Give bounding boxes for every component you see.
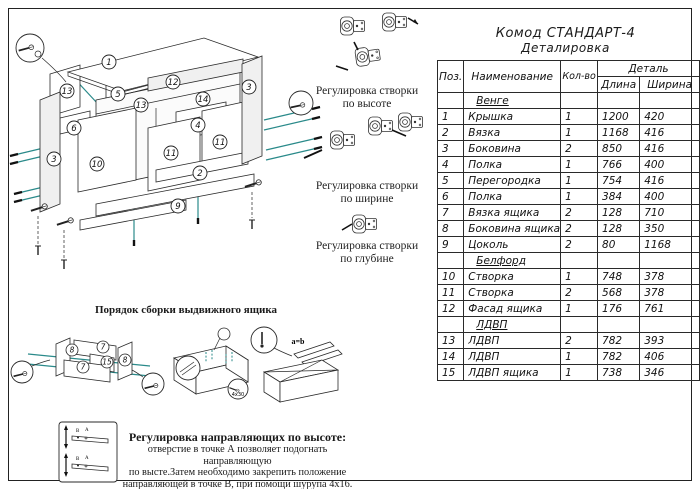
part-callout-number: 1 [106,58,112,68]
pos-cell [438,93,464,109]
header-length: Длина [598,77,640,93]
length-cell: 80 [598,237,640,253]
header-name: Наименование [464,61,561,93]
pos-cell: 10 [438,269,464,285]
name-cell [464,253,561,269]
rail-adjustment-diagram [58,421,120,485]
width-cell: 710 [640,205,700,221]
side-panel-3-left [40,92,60,212]
qty-cell: 2 [561,141,598,157]
section-row [438,317,700,333]
length-cell [598,93,640,109]
qty-cell: 1 [561,173,598,189]
pos-cell: 2 [438,125,464,141]
caption-line: Регулировка створки [315,180,419,192]
section-row [438,93,700,109]
pos-cell: 1 [438,109,464,125]
table-header-row [438,61,700,77]
name-cell: Боковина [464,141,561,157]
length-cell [598,317,640,333]
name-cell: Полка [464,157,561,173]
pos-cell: 9 [438,237,464,253]
pos-cell: 15 [438,365,464,381]
part-callout [47,152,61,166]
part-callout-number: 12 [167,78,179,88]
point-b-label: В [76,457,80,462]
section-row [438,253,700,269]
qty-cell: 1 [561,349,598,365]
part-callout [196,92,210,106]
header-qty: Кол-во [561,61,598,93]
header-width: Ширина [640,77,700,93]
pos-cell: 12 [438,301,464,317]
name-cell [464,317,561,333]
width-cell: 393 [640,333,700,349]
table-row [438,157,700,173]
hinge-caption-height [296,85,438,111]
pos-cell: 13 [438,333,464,349]
table-row [438,269,700,285]
caption-line: Регулировка створки [315,85,419,97]
part-callout [60,84,74,98]
width-cell: 420 [640,109,700,125]
part-callout [111,87,125,101]
rail-adjustment-text [115,430,360,489]
part-callout-number: 3 [246,83,252,93]
point-a-label: А [85,456,89,461]
pos-cell [438,253,464,269]
qty-cell: 1 [561,189,598,205]
drawer-assembly-step1 [11,338,164,395]
qty-cell: 1 [561,269,598,285]
caption-line: по ширине [340,193,394,205]
drawer-assembly-step2 [174,328,248,399]
svg-text:7: 7 [80,362,86,372]
name-cell: Створка [464,285,561,301]
width-cell: 378 [640,285,700,301]
part-callout-number: 4 [195,121,201,131]
point-a-label: А [85,428,89,433]
width-cell: 761 [640,301,700,317]
part-callout [90,157,104,171]
part-callout-number: 6 [71,124,77,134]
fastener-screws [30,179,262,269]
part-callout-number: 5 [115,90,121,100]
part-callout [242,80,256,94]
part-callout-number: 3 [51,155,57,165]
width-cell: 400 [640,189,700,205]
door-10 [78,108,136,192]
part-callout [66,344,78,356]
part-callout-number: 14 [197,95,209,105]
length-cell: 754 [598,173,640,189]
qty-cell: 1 [561,125,598,141]
part-callout [164,146,178,160]
hinge-caption-depth [296,240,438,266]
part-callout [171,199,185,213]
table-row [438,365,700,381]
name-cell: ЛДВП ящика [464,365,561,381]
table-row [438,301,700,317]
svg-text:8: 8 [69,345,75,355]
part-callout [193,166,207,180]
width-cell: 400 [640,157,700,173]
qty-cell [561,317,598,333]
qty-cell: 2 [561,237,598,253]
length-cell: 748 [598,269,640,285]
length-cell: 1168 [598,125,640,141]
part-callout-number: 13 [61,87,73,97]
width-cell: 378 [640,269,700,285]
width-cell [640,93,700,109]
table-row [438,333,700,349]
screw-size-annotation: 4x30 [231,392,245,398]
part-callout-number: 2 [197,169,203,179]
qty-cell: 2 [561,221,598,237]
pos-cell: 7 [438,205,464,221]
section-label: Белфорд [476,254,526,267]
part-callout [77,361,89,373]
rail-text-line: отверстие в точке А позволяет подогнать направляющую [147,444,328,467]
table-row [438,125,700,141]
name-cell: Фасад ящика [464,301,561,317]
name-cell: Цоколь [464,237,561,253]
width-cell: 416 [640,125,700,141]
part-callout-number: 13 [135,101,147,111]
name-cell: Вязка ящика [464,205,561,221]
pos-cell: 11 [438,285,464,301]
qty-cell: 1 [561,109,598,125]
drawer-assembly-step3 [251,327,342,402]
name-cell [464,93,561,109]
length-cell [598,253,640,269]
table-row [438,221,700,237]
qty-cell: 2 [561,333,598,349]
model-name: Комод СТАНДАРТ-4 [495,26,636,41]
width-cell [640,253,700,269]
width-cell [640,317,700,333]
width-cell: 416 [640,173,700,189]
svg-text:7: 7 [100,342,106,352]
part-callout [134,98,148,112]
hinge-caption-width [296,180,438,206]
pos-cell: 8 [438,221,464,237]
section-label: ЛДВП [476,318,508,331]
length-cell: 384 [598,189,640,205]
hinge-diagram-width [304,113,423,158]
qty-cell: 1 [561,365,598,381]
qty-cell [561,93,598,109]
drawer-assembly-title: Порядок сборки выдвижного ящика [94,304,278,316]
length-cell: 1200 [598,109,640,125]
part-callout [101,356,113,368]
point-b-label: В [76,429,80,434]
pos-cell: 14 [438,349,464,365]
diagonal-check-annotation: a=b [291,337,305,346]
length-cell: 738 [598,365,640,381]
rail-adjustment-heading: Регулировка направляющих по высоте: [128,430,347,444]
table-row [438,237,700,253]
table-row [438,205,700,221]
header-detail: Деталь [598,61,700,77]
part-callout [67,121,81,135]
rail-text-line: направляющей в точке В, при помощи шурупа 4х16. [122,478,353,489]
part-callout [102,55,116,69]
part-callout-number: 11 [214,138,226,148]
width-cell: 1168 [640,237,700,253]
part-callout-number: 9 [175,202,181,212]
rail-text-line: по высте.Затем необходимо закрепить положение [128,467,347,478]
name-cell: ЛДВП [464,349,561,365]
length-cell: 128 [598,221,640,237]
hinge-diagram-depth [342,215,377,233]
part-callout [191,118,205,132]
qty-cell [561,253,598,269]
width-cell: 350 [640,221,700,237]
table-row [438,141,700,157]
pos-cell: 5 [438,173,464,189]
length-cell: 782 [598,333,640,349]
name-cell: Боковина ящика [464,221,561,237]
name-cell: ЛДВП [464,333,561,349]
part-callout [97,341,109,353]
table-row [438,173,700,189]
part-callout [213,135,227,149]
qty-cell: 1 [561,301,598,317]
caption-line: по глубине [340,253,394,265]
table-row [438,285,700,301]
exploded-view-diagram [8,8,330,308]
table-title [448,26,683,56]
length-cell: 782 [598,349,640,365]
pos-cell: 4 [438,157,464,173]
pos-cell: 3 [438,141,464,157]
qty-cell: 1 [561,157,598,173]
length-cell: 176 [598,301,640,317]
part-callout-number: 10 [91,160,103,170]
parts-table [437,60,700,381]
name-cell: Перегородка [464,173,561,189]
pos-cell [438,317,464,333]
table-row [438,189,700,205]
caption-line: Регулировка створки [315,240,419,252]
length-cell: 766 [598,157,640,173]
part-callout-number: 11 [165,149,177,159]
svg-text:8: 8 [122,355,128,365]
name-cell: Полка [464,189,561,205]
length-cell: 850 [598,141,640,157]
caption-line: по высоте [342,98,392,110]
qty-cell: 2 [561,205,598,221]
table-row [438,349,700,365]
hinge-diagram-height [336,13,418,70]
table-subtitle: Деталировка [521,41,610,55]
name-cell: Вязка [464,125,561,141]
width-cell: 346 [640,365,700,381]
pos-cell: 6 [438,189,464,205]
part-callout [166,75,180,89]
name-cell: Створка [464,269,561,285]
width-cell: 416 [640,141,700,157]
width-cell: 406 [640,349,700,365]
length-cell: 568 [598,285,640,301]
header-pos: Поз. [438,61,464,93]
table-row [438,109,700,125]
side-panel-3-right [242,56,262,164]
length-cell: 128 [598,205,640,221]
part-callout [119,354,131,366]
qty-cell: 2 [561,285,598,301]
section-label: Венге [476,94,509,107]
drawer-assembly-diagram [12,320,344,424]
svg-text:15: 15 [102,357,112,367]
hinge-diagrams [296,8,436,278]
name-cell: Крышка [464,109,561,125]
